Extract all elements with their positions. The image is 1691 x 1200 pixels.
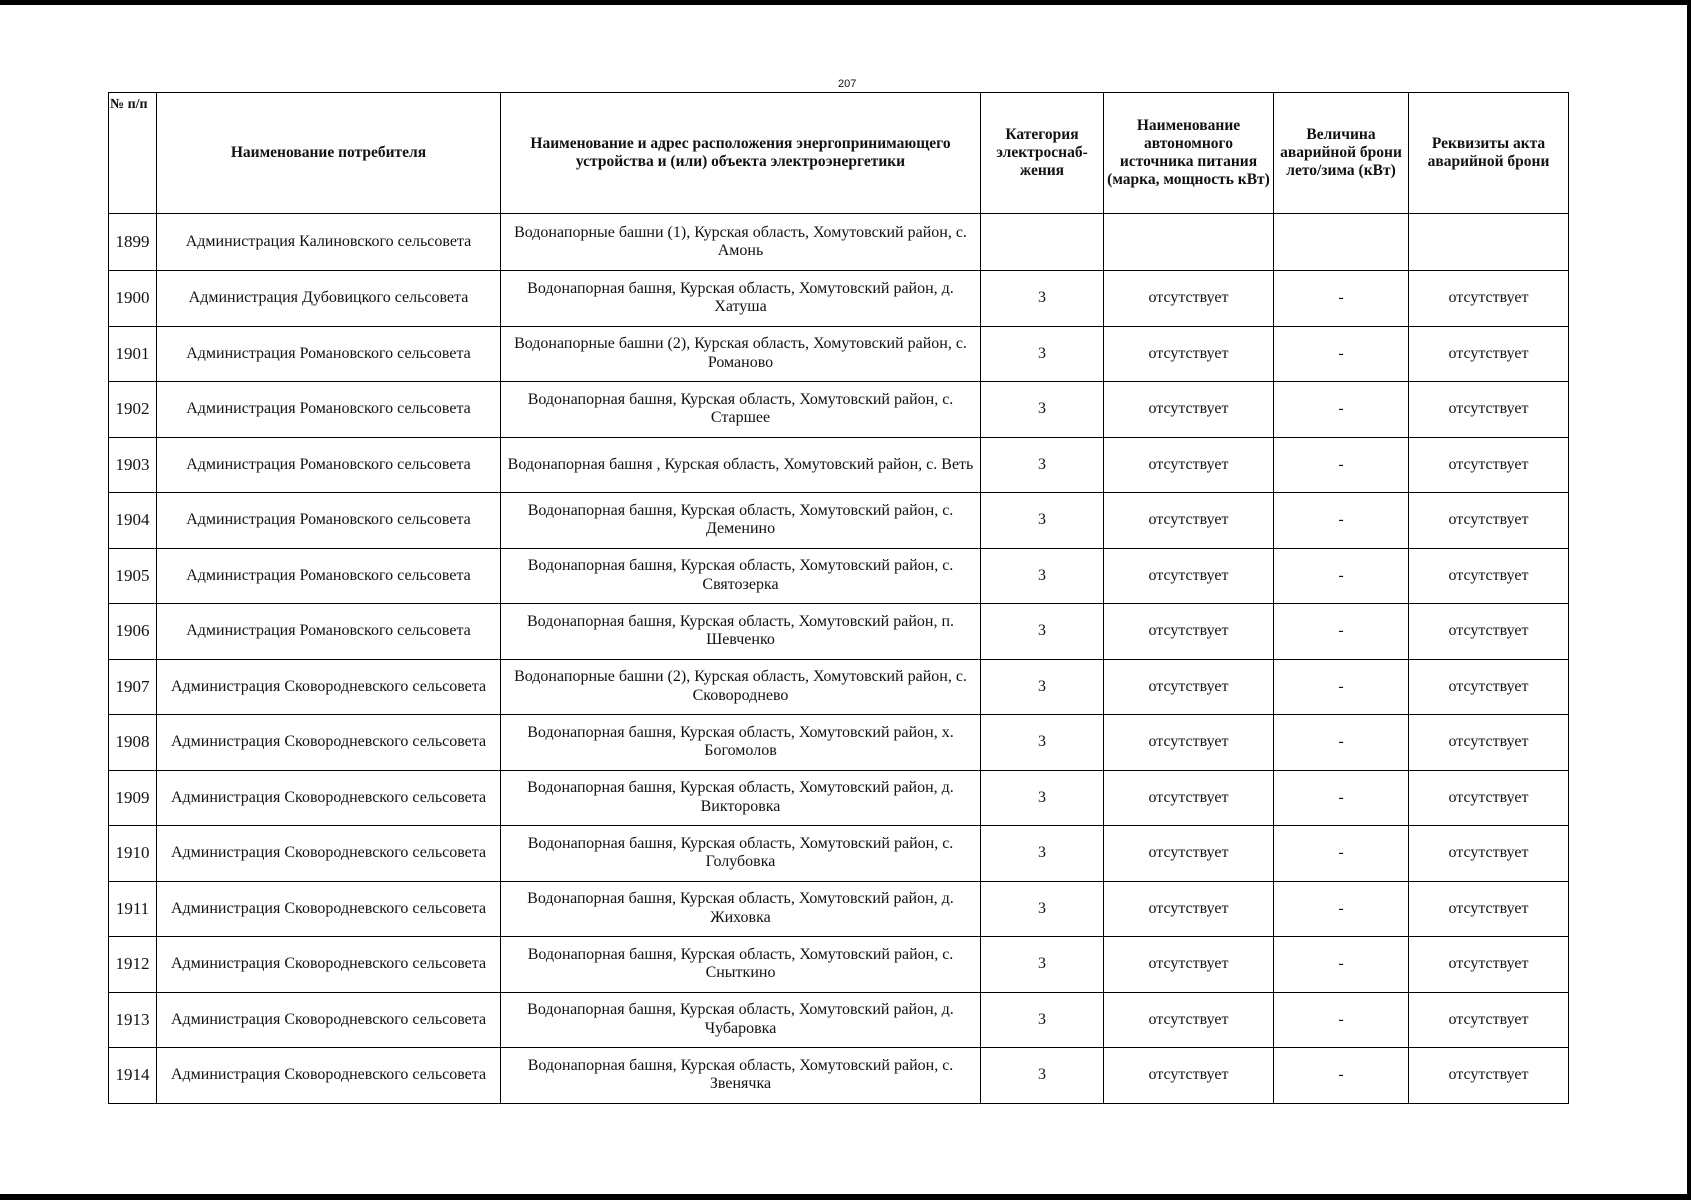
cell-object: Водонапорная башня , Курская область, Хомутовский район, с. Веть xyxy=(501,437,981,493)
cell-act: отсутствует xyxy=(1409,437,1569,493)
cell-consumer: Администрация Романовского сельсовета xyxy=(157,493,501,549)
cell-category xyxy=(981,214,1104,271)
cell-reserve: - xyxy=(1274,548,1409,604)
cell-object: Водонапорная башня, Курская область, Хомутовский район, с. Звенячка xyxy=(501,1048,981,1104)
cell-category: 3 xyxy=(981,548,1104,604)
cell-object: Водонапорная башня, Курская область, Хомутовский район, с. Деменино xyxy=(501,493,981,549)
cell-act: отсутствует xyxy=(1409,326,1569,382)
cell-num: 1902 xyxy=(109,382,157,438)
page-number: 207 xyxy=(838,78,857,90)
cell-consumer: Администрация Сковородневского сельсовета xyxy=(157,881,501,937)
cell-num: 1899 xyxy=(109,214,157,271)
cell-reserve: - xyxy=(1274,326,1409,382)
cell-source: отсутствует xyxy=(1104,548,1274,604)
cell-source: отсутствует xyxy=(1104,881,1274,937)
cell-act: отсутствует xyxy=(1409,659,1569,715)
cell-reserve: - xyxy=(1274,826,1409,882)
table-row xyxy=(109,382,1569,438)
cell-object: Водонапорная башня, Курская область, Хомутовский район, с. Голубовка xyxy=(501,826,981,882)
cell-reserve: - xyxy=(1274,937,1409,993)
cell-consumer: Администрация Романовского сельсовета xyxy=(157,604,501,660)
table-row xyxy=(109,881,1569,937)
cell-object: Водонапорная башня, Курская область, Хомутовский район, с. Святозерка xyxy=(501,548,981,604)
cell-act: отсутствует xyxy=(1409,493,1569,549)
table-row xyxy=(109,715,1569,771)
table-row xyxy=(109,214,1569,271)
cell-act: отсутствует xyxy=(1409,271,1569,327)
cell-category: 3 xyxy=(981,493,1104,549)
cell-consumer: Администрация Сковородневского сельсовета xyxy=(157,659,501,715)
cell-source: отсутствует xyxy=(1104,770,1274,826)
cell-consumer: Администрация Сковородневского сельсовета xyxy=(157,992,501,1048)
cell-object: Водонапорная башня, Курская область, Хомутовский район, д. Хатуша xyxy=(501,271,981,327)
header-reserve: Величина аварийной брони лето/зима (кВт) xyxy=(1274,93,1409,214)
cell-object: Водонапорная башня, Курская область, Хомутовский район, п. Шевченко xyxy=(501,604,981,660)
scan-border-top xyxy=(0,0,1691,5)
cell-category: 3 xyxy=(981,937,1104,993)
cell-category: 3 xyxy=(981,271,1104,327)
cell-act: отсутствует xyxy=(1409,548,1569,604)
cell-num: 1914 xyxy=(109,1048,157,1104)
cell-object: Водонапорная башня, Курская область, Хомутовский район, д. Жиховка xyxy=(501,881,981,937)
cell-act: отсутствует xyxy=(1409,770,1569,826)
emergency-reserve-table xyxy=(108,92,1569,1104)
cell-num: 1900 xyxy=(109,271,157,327)
header-category: Категория электроснаб-жения xyxy=(981,93,1104,214)
header-source: Наименование автономного источника питания (марка, мощность кВт) xyxy=(1104,93,1274,214)
cell-category: 3 xyxy=(981,881,1104,937)
table-row xyxy=(109,826,1569,882)
cell-consumer: Администрация Романовского сельсовета xyxy=(157,548,501,604)
cell-num: 1908 xyxy=(109,715,157,771)
cell-source: отсутствует xyxy=(1104,715,1274,771)
cell-source: отсутствует xyxy=(1104,493,1274,549)
cell-category: 3 xyxy=(981,992,1104,1048)
table-row xyxy=(109,659,1569,715)
cell-act: отсутствует xyxy=(1409,826,1569,882)
cell-act xyxy=(1409,214,1569,271)
table-row xyxy=(109,271,1569,327)
cell-category: 3 xyxy=(981,437,1104,493)
cell-reserve: - xyxy=(1274,493,1409,549)
cell-act: отсутствует xyxy=(1409,881,1569,937)
header-object: Наименование и адрес расположения энергопринимающего устройства и (или) объекта электроэнергетики xyxy=(501,93,981,214)
cell-source: отсутствует xyxy=(1104,659,1274,715)
cell-reserve: - xyxy=(1274,437,1409,493)
table-header-row xyxy=(109,93,1569,214)
cell-reserve: - xyxy=(1274,715,1409,771)
cell-act: отсутствует xyxy=(1409,992,1569,1048)
cell-num: 1905 xyxy=(109,548,157,604)
cell-source: отсутствует xyxy=(1104,326,1274,382)
cell-reserve: - xyxy=(1274,770,1409,826)
header-num: № п/п xyxy=(109,93,157,214)
cell-consumer: Администрация Сковородневского сельсовета xyxy=(157,826,501,882)
cell-consumer: Администрация Сковородневского сельсовета xyxy=(157,770,501,826)
cell-category: 3 xyxy=(981,326,1104,382)
cell-category: 3 xyxy=(981,770,1104,826)
cell-num: 1911 xyxy=(109,881,157,937)
cell-reserve: - xyxy=(1274,992,1409,1048)
scan-border-right xyxy=(1687,0,1691,1200)
table-row xyxy=(109,437,1569,493)
cell-num: 1906 xyxy=(109,604,157,660)
cell-num: 1901 xyxy=(109,326,157,382)
cell-consumer: Администрация Романовского сельсовета xyxy=(157,437,501,493)
table-row xyxy=(109,604,1569,660)
cell-category: 3 xyxy=(981,382,1104,438)
cell-act: отсутствует xyxy=(1409,937,1569,993)
cell-reserve: - xyxy=(1274,881,1409,937)
table-row xyxy=(109,1048,1569,1104)
cell-num: 1912 xyxy=(109,937,157,993)
cell-reserve: - xyxy=(1274,604,1409,660)
header-consumer: Наименование потребителя xyxy=(157,93,501,214)
scan-border-bottom xyxy=(0,1194,1691,1200)
cell-object: Водонапорная башня, Курская область, Хомутовский район, х. Богомолов xyxy=(501,715,981,771)
cell-act: отсутствует xyxy=(1409,1048,1569,1104)
table-row xyxy=(109,548,1569,604)
cell-num: 1910 xyxy=(109,826,157,882)
cell-category: 3 xyxy=(981,1048,1104,1104)
cell-source: отсутствует xyxy=(1104,271,1274,327)
cell-object: Водонапорная башня, Курская область, Хомутовский район, д. Чубаровка xyxy=(501,992,981,1048)
cell-category: 3 xyxy=(981,604,1104,660)
cell-source: отсутствует xyxy=(1104,1048,1274,1104)
cell-source: отсутствует xyxy=(1104,604,1274,660)
cell-source xyxy=(1104,214,1274,271)
cell-act: отсутствует xyxy=(1409,604,1569,660)
cell-reserve: - xyxy=(1274,659,1409,715)
cell-object: Водонапорная башня, Курская область, Хомутовский район, д. Викторовка xyxy=(501,770,981,826)
cell-consumer: Администрация Дубовицкого сельсовета xyxy=(157,271,501,327)
table-row xyxy=(109,992,1569,1048)
cell-consumer: Администрация Сковородневского сельсовета xyxy=(157,715,501,771)
cell-object: Водонапорная башня, Курская область, Хомутовский район, с. Старшее xyxy=(501,382,981,438)
cell-num: 1903 xyxy=(109,437,157,493)
cell-source: отсутствует xyxy=(1104,437,1274,493)
table-row xyxy=(109,770,1569,826)
cell-source: отсутствует xyxy=(1104,937,1274,993)
table-row xyxy=(109,493,1569,549)
cell-reserve: - xyxy=(1274,1048,1409,1104)
cell-category: 3 xyxy=(981,715,1104,771)
cell-source: отсутствует xyxy=(1104,992,1274,1048)
cell-num: 1913 xyxy=(109,992,157,1048)
cell-num: 1904 xyxy=(109,493,157,549)
cell-category: 3 xyxy=(981,826,1104,882)
cell-num: 1907 xyxy=(109,659,157,715)
cell-object: Водонапорные башни (2), Курская область, Хомутовский район, с. Романово xyxy=(501,326,981,382)
cell-consumer: Администрация Калиновского сельсовета xyxy=(157,214,501,271)
cell-consumer: Администрация Сковородневского сельсовета xyxy=(157,937,501,993)
cell-category: 3 xyxy=(981,659,1104,715)
table-row xyxy=(109,937,1569,993)
cell-object: Водонапорная башня, Курская область, Хомутовский район, с. Сныткино xyxy=(501,937,981,993)
cell-act: отсутствует xyxy=(1409,382,1569,438)
cell-num: 1909 xyxy=(109,770,157,826)
cell-object: Водонапорные башни (2), Курская область, Хомутовский район, с. Сковороднево xyxy=(501,659,981,715)
cell-source: отсутствует xyxy=(1104,826,1274,882)
cell-object: Водонапорные башни (1), Курская область, Хомутовский район, с. Амонь xyxy=(501,214,981,271)
cell-consumer: Администрация Сковородневского сельсовета xyxy=(157,1048,501,1104)
cell-reserve xyxy=(1274,214,1409,271)
cell-reserve: - xyxy=(1274,382,1409,438)
cell-act: отсутствует xyxy=(1409,715,1569,771)
cell-source: отсутствует xyxy=(1104,382,1274,438)
header-act: Реквизиты акта аварийной брони xyxy=(1409,93,1569,214)
cell-reserve: - xyxy=(1274,271,1409,327)
cell-consumer: Администрация Романовского сельсовета xyxy=(157,326,501,382)
table-row xyxy=(109,326,1569,382)
cell-consumer: Администрация Романовского сельсовета xyxy=(157,382,501,438)
